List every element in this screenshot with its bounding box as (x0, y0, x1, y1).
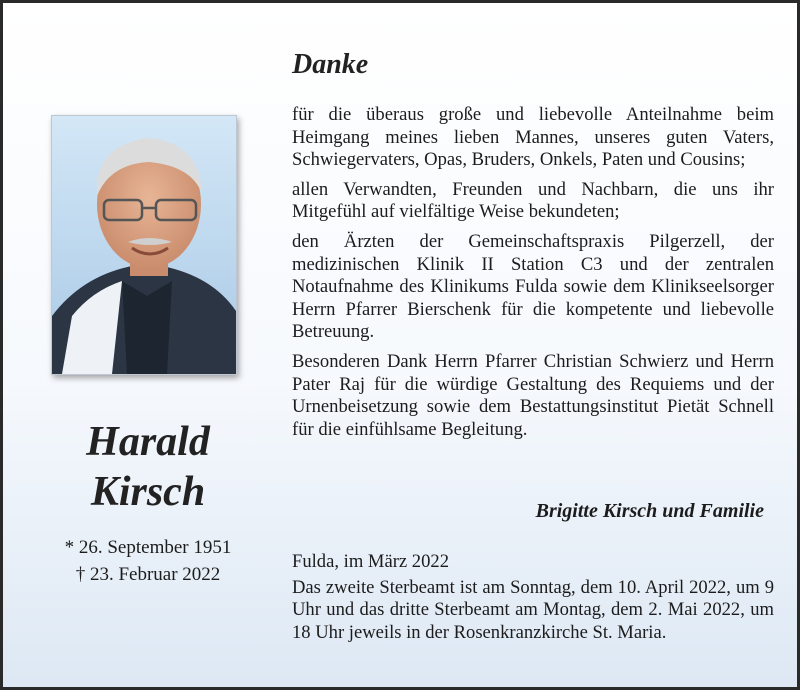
service-notice: Das zweite Sterbeamt ist am Sonntag, dem 10. April 2022, um 9 Uhr und das dritte Sterbeamt am Montag, dem 2. Mai 2022, um 18 Uhr jeweils in der Rosenkranzkirche St. Maria. (292, 576, 774, 643)
thanks-paragraph: allen Verwandten, Freunden und Nachbarn, die uns ihr Mitgefühl auf vielfältige Weise bekundeten; (292, 178, 774, 223)
thanks-body (292, 104, 774, 448)
family-signature: Brigitte Kirsch und Familie (535, 500, 764, 522)
thanks-paragraph: den Ärzten der Gemeinschaftspraxis Pilgerzell, der medizinischen Klinik II Station C3 und der zentralen Notaufnahme des Klinikums Fulda sowie dem Klinikseelsorger Herrn Pfarrer Bierschenk für die kompetente und liebevolle Betreuung. (292, 230, 774, 343)
deceased-last-name: Kirsch (90, 469, 206, 515)
heading-title: Danke (292, 49, 369, 80)
deceased-name (43, 417, 253, 517)
place-date: Fulda, im März 2022 (292, 551, 449, 572)
portrait-photo-icon (51, 115, 237, 375)
footer-notice (292, 551, 774, 647)
thanks-paragraph: für die überaus große und liebevolle Anteilnahme beim Heimgang meines lieben Mannes, unseres guten Vaters, Schwiegervaters, Opas, Bruders, Onkels, Paten und Cousins; (292, 104, 774, 171)
death-date: † 23. Februar 2022 (75, 564, 221, 585)
thanks-paragraph: Besonderen Dank Herrn Pfarrer Christian Schwierz und Herrn Pater Raj für die würdige Gestaltung des Requiems und der Urnenbeisetzung sowie dem Bestattungsinstitut Pietät Schnell für die einfühlsame Begleitung. (292, 350, 774, 440)
life-dates (43, 534, 253, 588)
birth-date: * 26. September 1951 (64, 537, 232, 558)
deceased-first-name: Harald (86, 419, 210, 465)
